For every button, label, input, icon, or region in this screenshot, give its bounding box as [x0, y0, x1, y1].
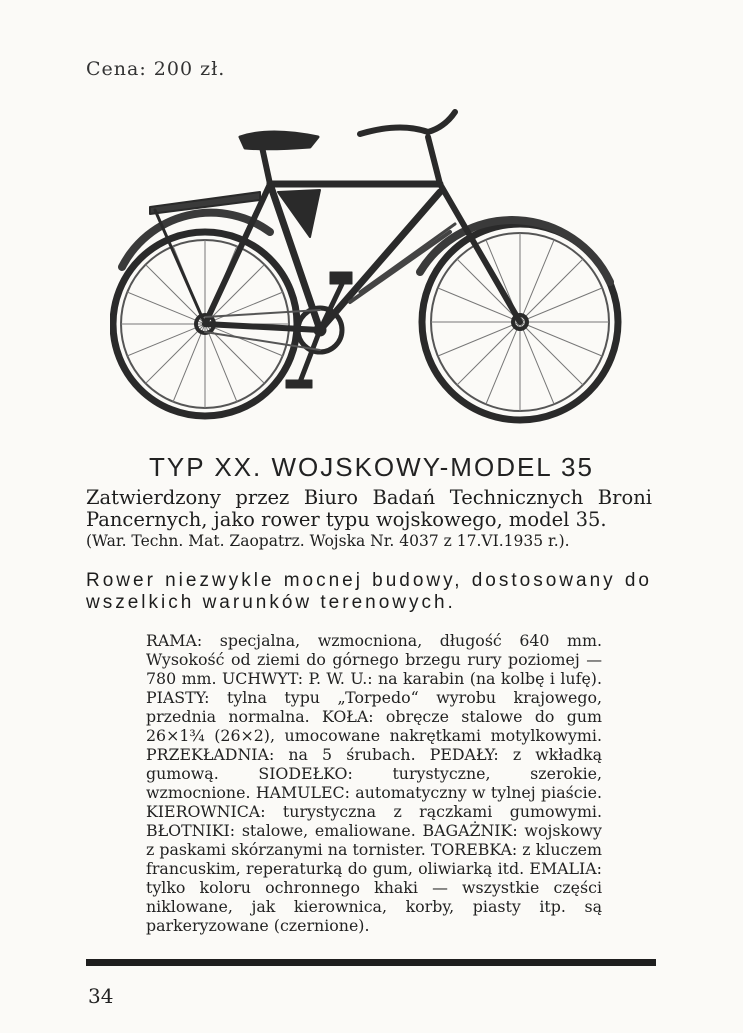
spec-text: stalowe, emaliowane.: [235, 821, 423, 840]
spec-text: na 5 śrubach.: [274, 745, 430, 764]
approval-text: Zatwierdzony przez Biuro Badań Technicznych Broni Pancernych, jako rower typu wojskowego, model 35.: [86, 486, 652, 531]
spec-text: obręcze stalowe do gum 26×1¾ (26×2), umocowane nakrętkami motylkowymi.: [146, 707, 602, 745]
spec-label: RAMA:: [146, 631, 203, 650]
price-label: Cena: 200 zł.: [86, 58, 226, 80]
page-divider: [86, 959, 656, 966]
spec-label: UCHWYT:: [221, 669, 304, 688]
spec-label: PEDAŁY:: [429, 745, 499, 764]
spec-text: automatyczny w tylnej piaście.: [349, 783, 602, 802]
specifications-paragraph: [146, 631, 602, 935]
spec-label: PIASTY:: [146, 688, 210, 707]
spec-label: SIODEŁKO:: [258, 764, 353, 783]
approval-reference: (War. Techn. Mat. Zaopatrz. Wojska Nr. 4037 z 17.VI.1935 r.).: [86, 532, 570, 550]
approval-note: [86, 487, 652, 551]
page-number: 34: [88, 984, 114, 1008]
spec-label: KIEROWNICA:: [146, 802, 266, 821]
spec-label: TOREBKA:: [430, 840, 518, 859]
spec-label: EMALIA:: [529, 859, 602, 878]
spec-label: BŁOTNIKI:: [146, 821, 236, 840]
spec-label: HAMULEC:: [255, 783, 350, 802]
spec-label: PRZEKŁADNIA:: [146, 745, 275, 764]
spec-text: z wkładką gumową.: [146, 745, 602, 783]
spec-text: turystyczna z rączkami gumowymi.: [265, 802, 602, 821]
spec-text: wojskowy z paskami skórzanymi na tornister.: [146, 821, 602, 859]
spec-text: specjalna, wzmocniona, długość 640 mm. Wysokość od ziemi do górnego brzegu rury poziomej — 780 mm.: [146, 631, 602, 688]
lead-paragraph: Rower niezwykle mocnej budowy, dostosowany do wszelkich warunków terenowych.: [86, 570, 652, 613]
model-title: TYP XX. WOJSKOWY-MODEL 35: [149, 452, 594, 482]
spec-text: tylko koloru ochronnego khaki — wszystkie części niklowane, jak kierownica, korby, piasty itp. są parkeryzowane (czernione).: [146, 878, 602, 935]
spec-text: tylna typu „Torpedo“ wyrobu krajowego, przednia normalna.: [146, 688, 602, 726]
spec-text: P. W. U.: na karabin (na kolbę i lufę).: [303, 669, 602, 688]
spec-text: z kluczem francuskim, reperaturką do gum, oliwiarką itd.: [146, 840, 602, 878]
bicycle-illustration: [110, 92, 630, 442]
spec-label: BAGAŻNIK:: [422, 821, 518, 840]
spec-text: turystyczne, szerokie, wzmocnione.: [146, 764, 602, 802]
spec-label: KOŁA:: [321, 707, 374, 726]
